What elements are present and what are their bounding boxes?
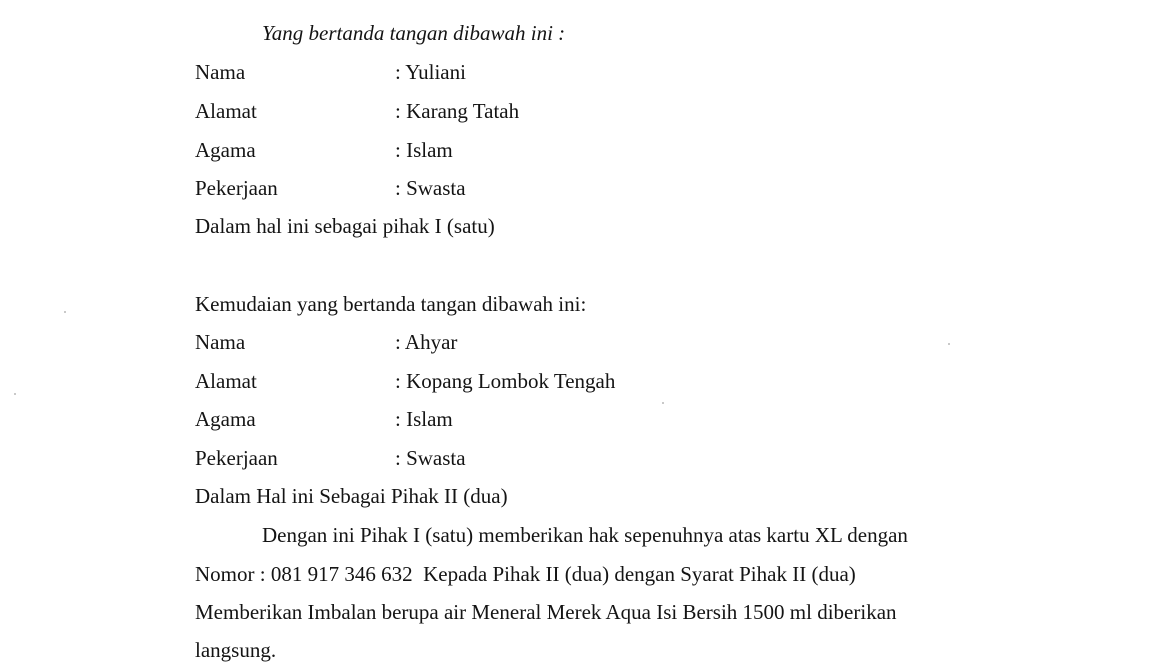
second-party-occupation-value: : Swasta — [395, 446, 466, 470]
second-party-religion-label: Agama — [195, 407, 256, 431]
second-party-name-value: : Ahyar — [395, 330, 458, 354]
scan-speck — [948, 343, 950, 345]
first-party-name-label: Nama — [195, 60, 246, 84]
second-party-role: Dalam Hal ini Sebagai Pihak II (dua) — [195, 484, 508, 508]
second-party-occupation-label: Pekerjaan — [195, 446, 278, 470]
agreement-line-2: Nomor : 081 917 346 632 Kepada Pihak II (dua) dengan Syarat Pihak II (dua) — [195, 562, 856, 586]
first-party-occupation-value: : Swasta — [395, 176, 466, 200]
intro-first-party: Yang bertanda tangan dibawah ini : — [262, 21, 566, 45]
first-party-occupation-label: Pekerjaan — [195, 176, 278, 200]
second-party-address-label: Alamat — [195, 369, 257, 393]
second-party-religion-value: : Islam — [395, 407, 453, 431]
scan-speck — [64, 311, 66, 313]
intro-second-party: Kemudaian yang bertanda tangan dibawah ini: — [195, 292, 587, 316]
scan-speck — [662, 402, 664, 404]
agreement-line-3: Memberikan Imbalan berupa air Meneral Merek Aqua Isi Bersih 1500 ml diberikan — [195, 600, 897, 624]
agreement-line-1: Dengan ini Pihak I (satu) memberikan hak sepenuhnya atas kartu XL dengan — [262, 523, 908, 547]
second-party-address-value: : Kopang Lombok Tengah — [395, 369, 616, 393]
second-party-name-label: Nama — [195, 330, 246, 354]
scan-speck — [14, 393, 16, 395]
first-party-role: Dalam hal ini sebagai pihak I (satu) — [195, 214, 495, 238]
first-party-address-label: Alamat — [195, 99, 257, 123]
first-party-religion-label: Agama — [195, 138, 256, 162]
first-party-address-value: : Karang Tatah — [395, 99, 520, 123]
first-party-name-value: : Yuliani — [395, 60, 466, 84]
agreement-line-4: langsung. — [195, 638, 277, 662]
first-party-religion-value: : Islam — [395, 138, 453, 162]
